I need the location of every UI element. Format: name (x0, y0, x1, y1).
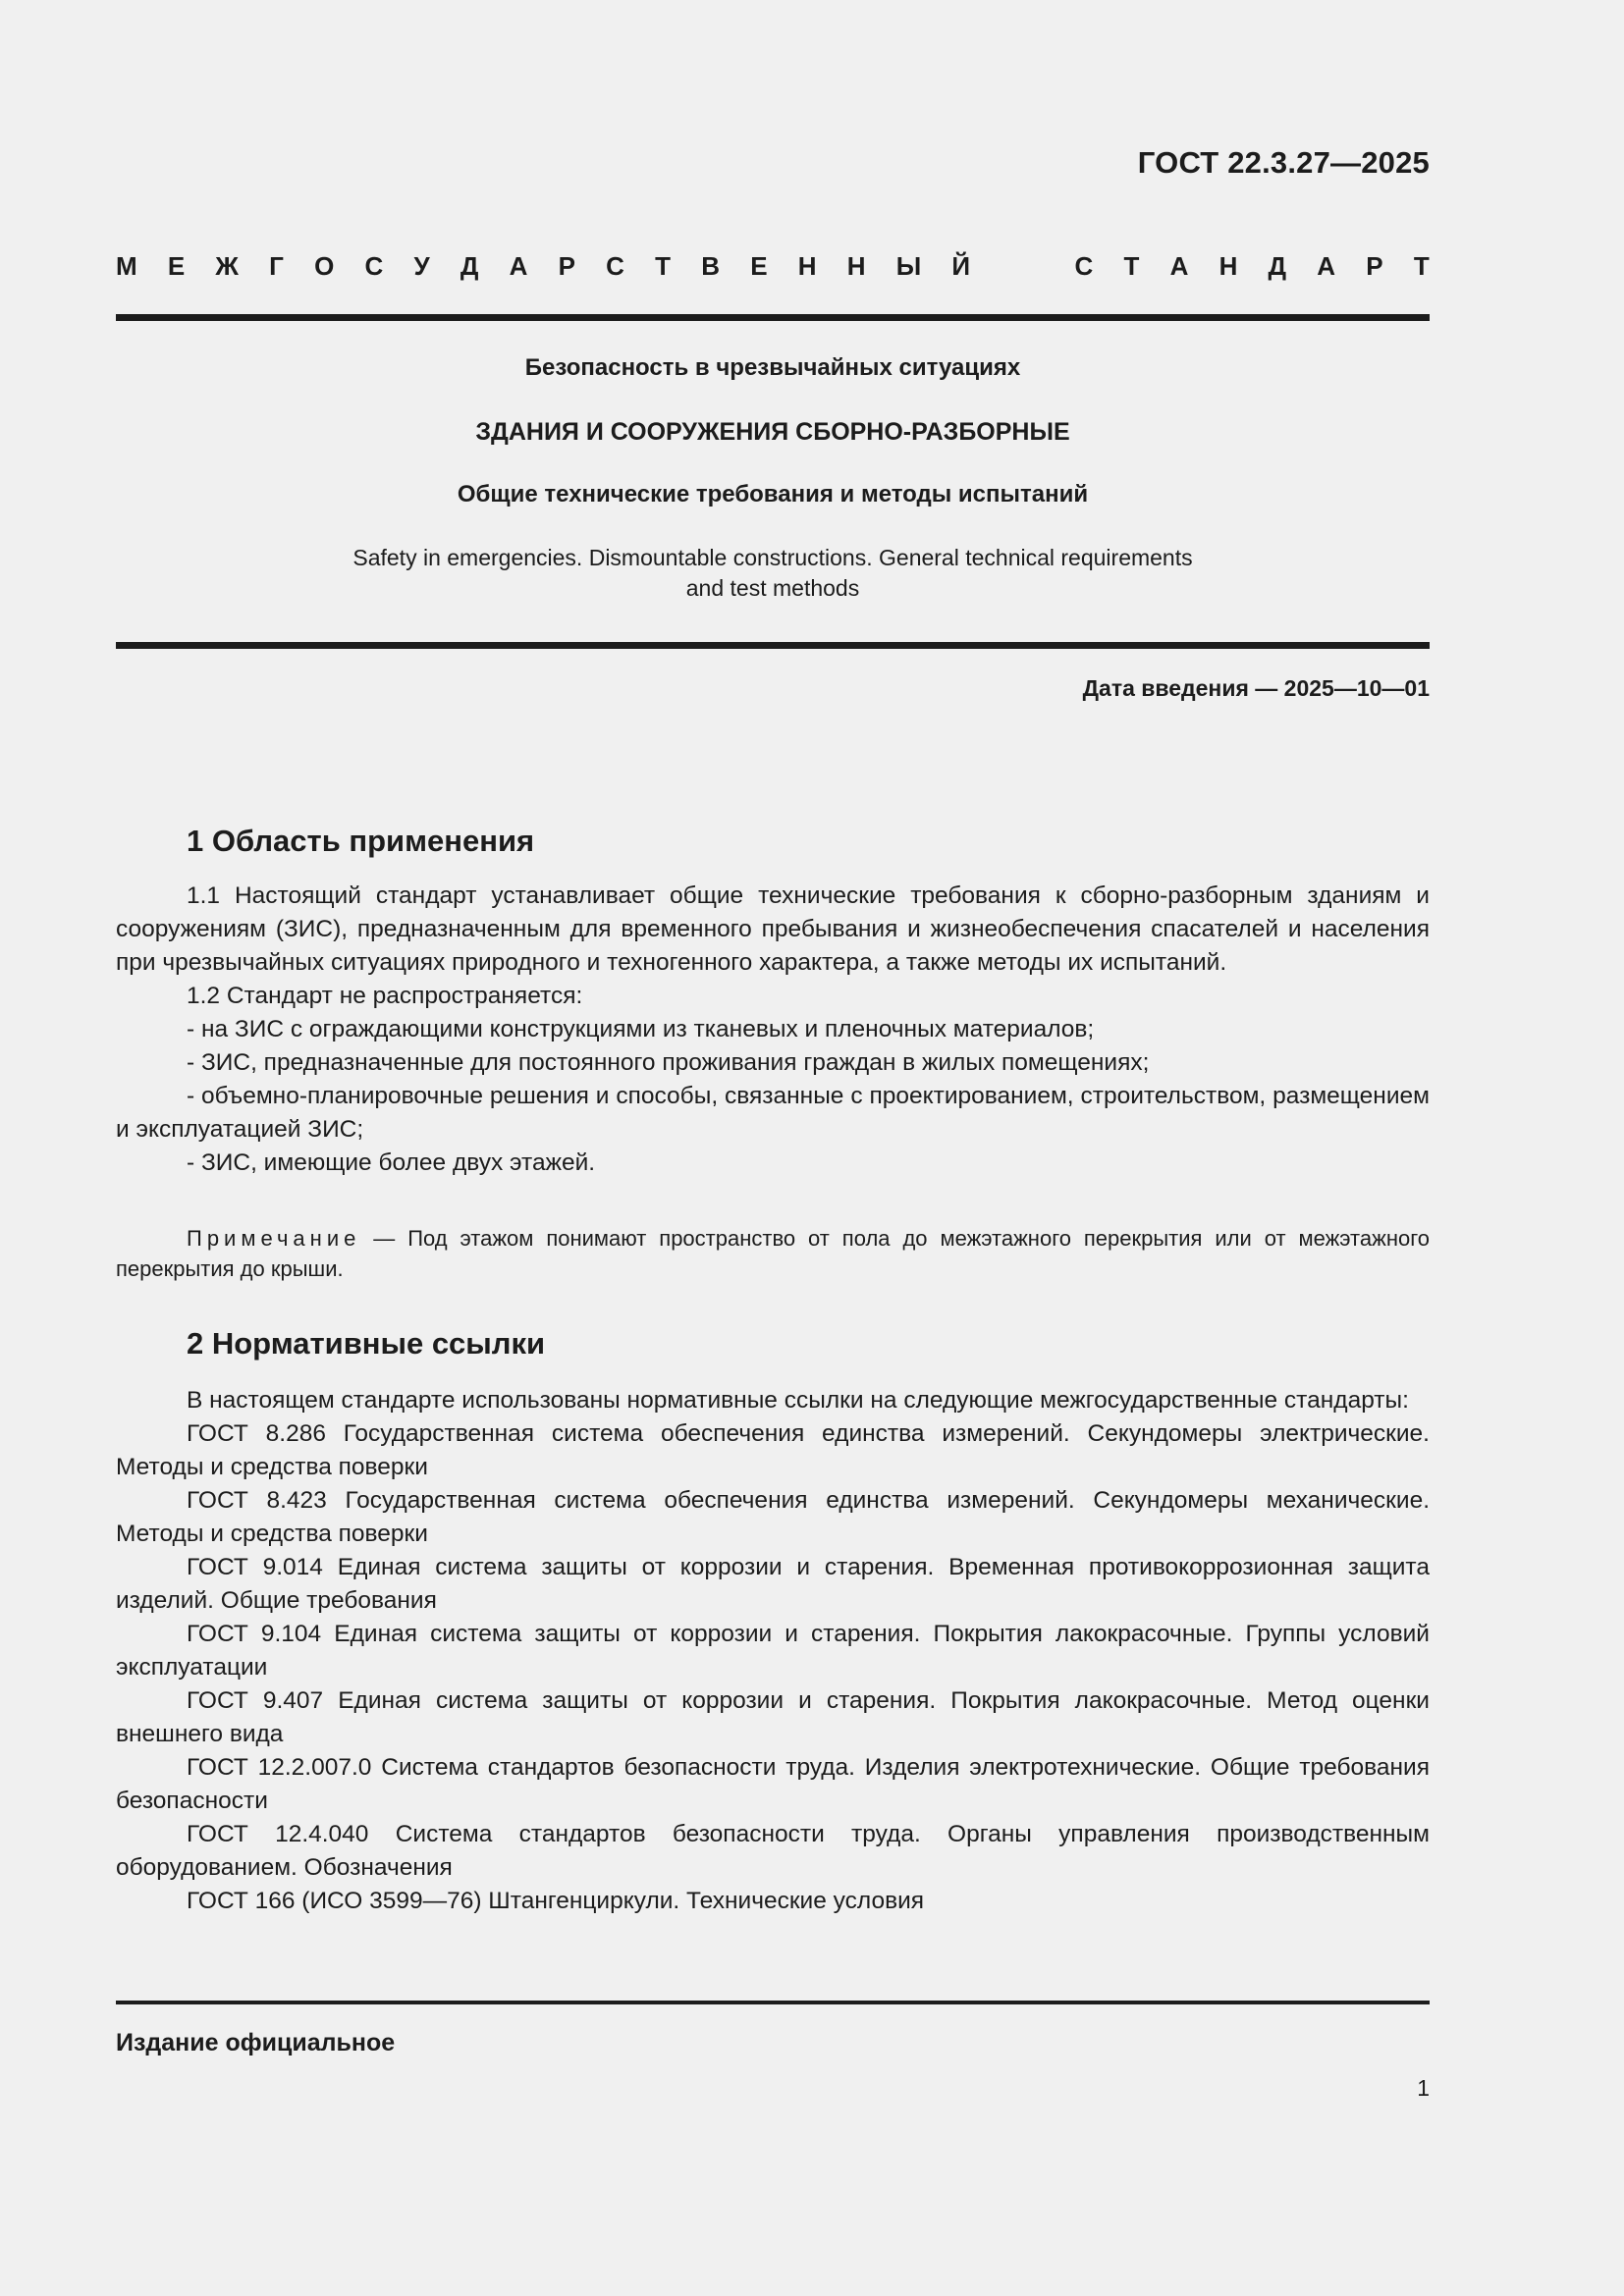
letter: Г (269, 251, 284, 281)
letter: Е (750, 251, 768, 281)
letter: С (364, 251, 384, 281)
official-edition: Издание официальное (116, 2029, 396, 2056)
letter: У (413, 251, 430, 281)
standard-category: Безопасность в чрезвычайных ситуациях (524, 354, 1021, 381)
letter: Д (460, 251, 479, 281)
paragraph: В настоящем стандарте использованы нормативные ссылки на следующие межгосударственные стандарты: (187, 1387, 1409, 1414)
letter: А (509, 251, 528, 281)
reference-item: ГОСТ 9.104 Единая система защиты от коррозии и старения. Покрытия лакокрасочные. Группы условий эксплуатации (116, 1621, 1430, 1681)
english-title (116, 543, 1430, 604)
letter: Й (951, 251, 971, 281)
list-item: - ЗИС, имеющие более двух этажей. (187, 1149, 596, 1176)
letter: Р (1366, 251, 1383, 281)
footer-rule (116, 2001, 1430, 2004)
reference-item: ГОСТ 166 (ИСО 3599—76) Штангенциркули. Технические условия (187, 1888, 925, 1914)
list-item: - объемно-планировочные решения и способы, связанные с проектированием, строительством, размещением и эксплуатацией ЗИС; (116, 1083, 1430, 1143)
letter: Т (655, 251, 672, 281)
standard-title: ЗДАНИЯ И СООРУЖЕНИЯ СБОРНО-РАЗБОРНЫЕ (475, 418, 1070, 446)
section-heading-scope: 1 Область применения (187, 824, 535, 858)
list-item: - ЗИС, предназначенные для постоянного проживания граждан в жилых помещениях; (187, 1049, 1150, 1076)
letter: Е (167, 251, 186, 281)
english-title-line: and test methods (685, 575, 860, 601)
note-text: — Под этажом понимают пространство от пола до межэтажного перекрытия или от межэтажного перекрытия до крыши. (116, 1226, 1430, 1281)
reference-item: ГОСТ 9.014 Единая система защиты от коррозии и старения. Временная противокоррозионная защита изделий. Общие требования (116, 1554, 1430, 1614)
letter: С (1074, 251, 1094, 281)
letter: О (314, 251, 335, 281)
english-title-line: Safety in emergencies. Dismountable constructions. General technical requirements (352, 545, 1193, 570)
reference-item: ГОСТ 9.407 Единая система защиты от коррозии и старения. Покрытия лакокрасочные. Метод оценки внешнего вида (116, 1687, 1430, 1747)
letter: Д (1268, 251, 1287, 281)
reference-item: ГОСТ 12.2.007.0 Система стандартов безопасности труда. Изделия электротехнические. Общие требования безопасности (116, 1754, 1430, 1814)
letter: М (116, 251, 137, 281)
letter: Н (846, 251, 866, 281)
page-number: 1 (1417, 2075, 1430, 2101)
letter: С (606, 251, 624, 281)
letter: Н (797, 251, 817, 281)
word-gap (1001, 251, 1044, 282)
section-heading-references: 2 Нормативные ссылки (187, 1326, 546, 1361)
letter: Ы (895, 251, 922, 281)
letter: А (1317, 251, 1336, 281)
standard-subtitle: Общие технические требования и методы испытаний (457, 481, 1089, 507)
gost-code: ГОСТ 22.3.27—2025 (1137, 145, 1430, 180)
paragraph: 1.2 Стандарт не распространяется: (187, 983, 583, 1009)
letter: Н (1218, 251, 1238, 281)
introduction-date: Дата введения — 2025—10—01 (1082, 675, 1430, 701)
references-text (116, 1384, 1430, 1918)
letter: Р (558, 251, 575, 281)
scope-note (116, 1223, 1430, 1284)
reference-item: ГОСТ 8.286 Государственная система обеспечения единства измерений. Секундомеры электрические. Методы и средства поверки (116, 1420, 1430, 1480)
letter: В (701, 251, 721, 281)
letter: Ж (215, 251, 239, 281)
header-rule (116, 314, 1430, 321)
letter: А (1169, 251, 1189, 281)
title-rule (116, 642, 1430, 649)
list-item: - на ЗИС с ограждающими конструкциями из тканевых и пленочных материалов; (187, 1016, 1095, 1042)
paragraph: 1.1 Настоящий стандарт устанавливает общие технические требования к сборно-разборным зданиям и сооружениям (ЗИС), предназначенным для временного пребывания и жизнеобеспечения спасателей и населения при чрезвычайных ситуациях природного и техногенного характера, а также методы их испытаний. (116, 882, 1430, 976)
scope-text (116, 880, 1430, 1180)
reference-item: ГОСТ 8.423 Государственная система обеспечения единства измерений. Секундомеры механические. Методы и средства поверки (116, 1487, 1430, 1547)
reference-item: ГОСТ 12.4.040 Система стандартов безопасности труда. Органы управления производственным оборудованием. Обозначения (116, 1821, 1430, 1881)
interstate-standard-label (116, 251, 1430, 282)
document-page (116, 0, 1430, 2296)
letter: Т (1413, 251, 1430, 281)
letter: Т (1123, 251, 1140, 281)
note-label: Примечание (187, 1226, 361, 1251)
